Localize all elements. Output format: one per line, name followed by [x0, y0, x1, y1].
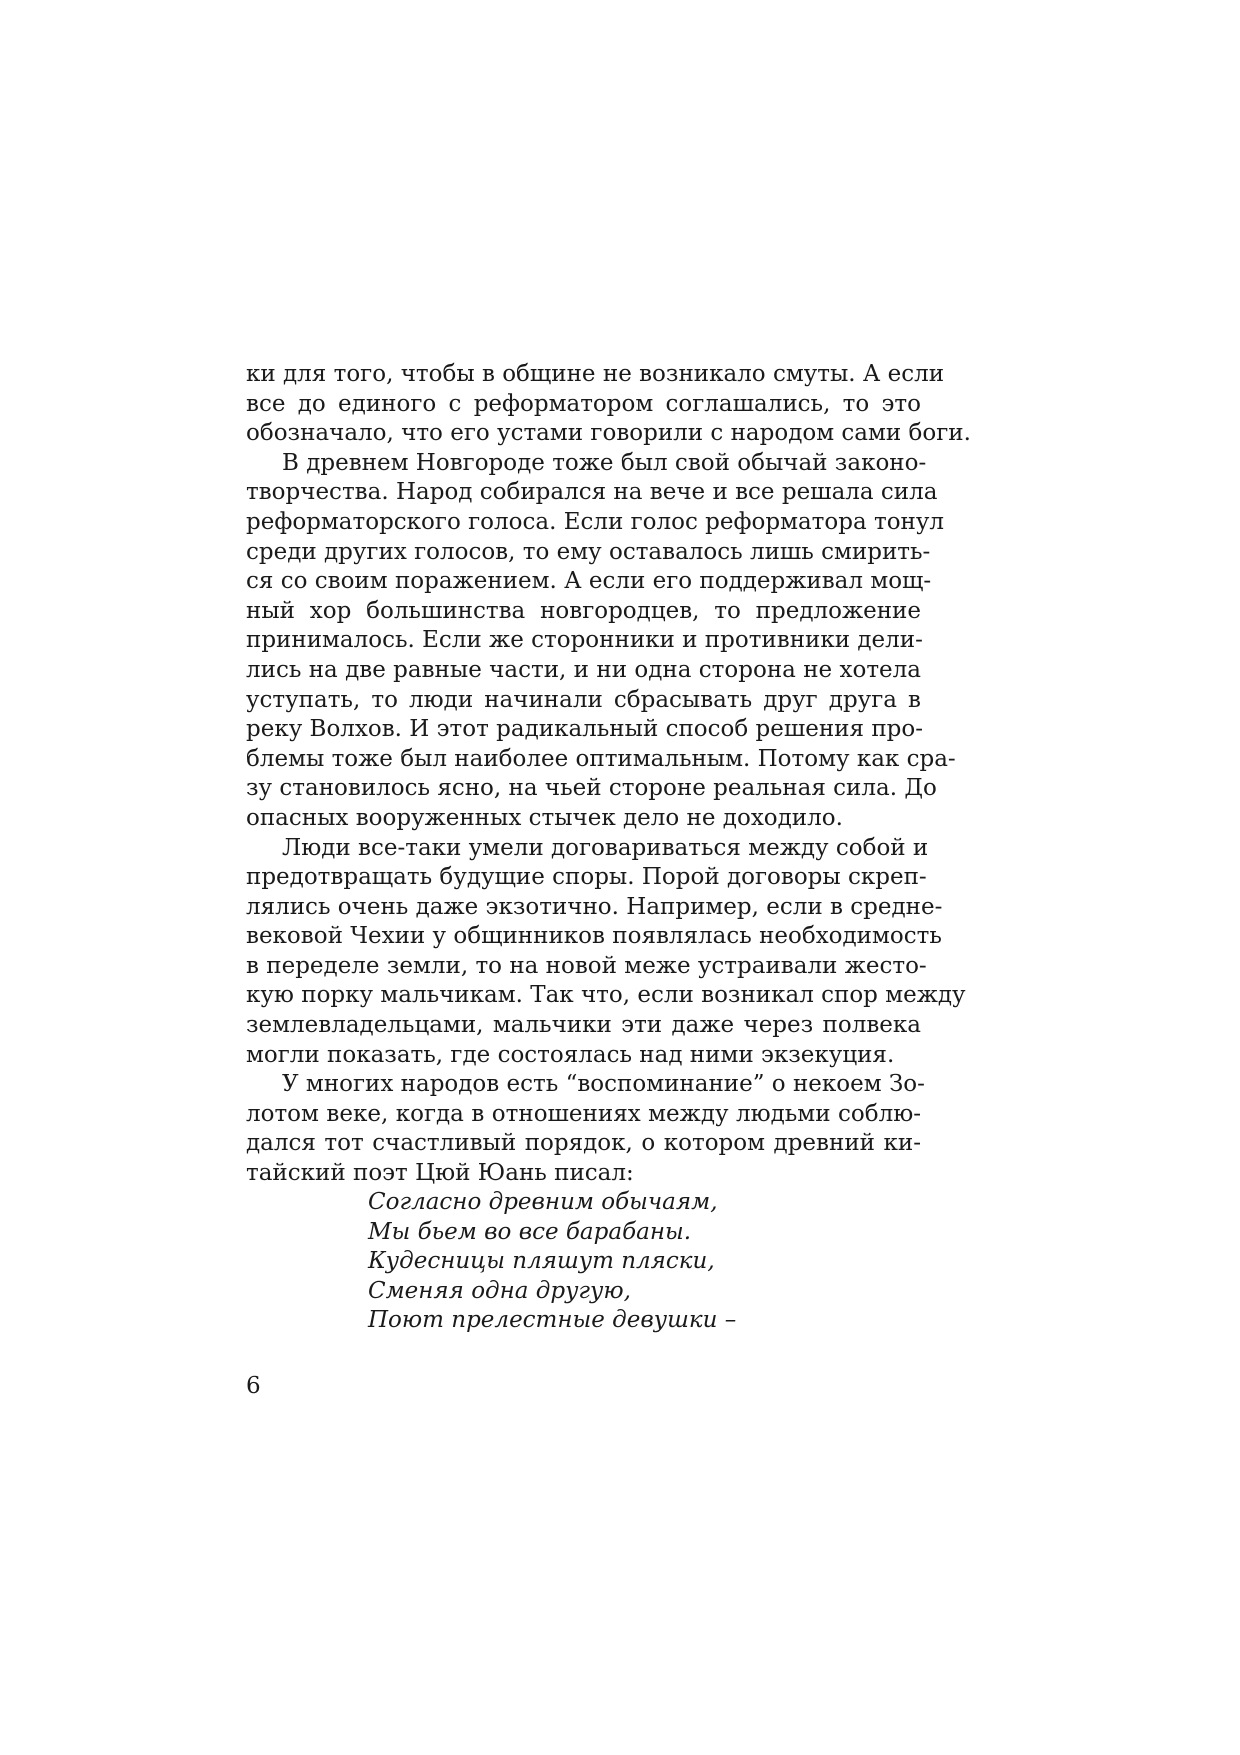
- paragraph: [246, 449, 956, 834]
- poem-line: Согласно древним обычаям,: [368, 1189, 718, 1215]
- text-line: лись на две равные части, и ни одна сторона не хотела: [246, 656, 921, 683]
- text-line: все до единого с реформатором соглашались, то это: [246, 390, 921, 417]
- text-line: лотом веке, когда в отношениях между людьми соблю-: [246, 1100, 921, 1127]
- text-line: вековой Чехии у общинников появлялась необходимость: [246, 923, 942, 950]
- paragraph: [246, 1070, 925, 1188]
- text-line: принималось. Если же сторонники и противники дели-: [246, 627, 923, 654]
- text-line: кую порку мальчикам. Так что, если возникал спор между: [246, 982, 966, 1009]
- text-line: творчества. Народ собирался на вече и все решала сила: [246, 479, 938, 506]
- paragraph: [246, 834, 966, 1071]
- text-line: тайский поэт Цюй Юань писал:: [246, 1160, 634, 1187]
- paragraph: [246, 360, 971, 449]
- text-line: реформаторского голоса. Если голос реформатора тонул: [246, 508, 945, 535]
- poem-line: Мы бьем во все барабаны.: [368, 1218, 692, 1245]
- poem-line: Кудесницы пляшут пляски,: [368, 1248, 715, 1275]
- text-line: обозначало, что его устами говорили с народом сами боги.: [246, 420, 971, 447]
- text-line: ся со своим поражением. А если его поддерживал мощ-: [246, 568, 932, 595]
- text-line: среди других голосов, то ему оставалось лишь смирить-: [246, 538, 931, 565]
- page-number: 6: [246, 1373, 261, 1399]
- text-line: лялись очень даже экзотично. Например, если в средне-: [246, 893, 943, 920]
- text-line: могли показать, где состоялась над ними экзекуция.: [246, 1041, 895, 1068]
- text-line: ки для того, чтобы в общине не возникало смуты. А если: [246, 361, 945, 387]
- text-line: землевладельцами, мальчики эти даже через полвека: [246, 1012, 921, 1039]
- poem-line: Поют прелестные девушки –: [368, 1307, 737, 1334]
- text-line: В древнем Новгороде тоже был свой обычай законо-: [282, 449, 927, 476]
- text-line: ный хор большинства новгородцев, то предложение: [246, 597, 921, 624]
- poem-quote: [368, 1188, 736, 1336]
- text-line: в переделе земли, то на новой меже устраивали жесто-: [246, 952, 927, 979]
- text-line: предотвращать будущие споры. Порой договоры скреп-: [246, 864, 927, 891]
- body-text: [246, 360, 971, 1189]
- text-line: блемы тоже был наиболее оптимальным. Потому как сра-: [246, 745, 956, 772]
- poem-line: Сменяя одна другую,: [368, 1277, 631, 1304]
- text-line: уступать, то люди начинали сбрасывать друг друга в: [246, 686, 921, 713]
- text-line: У многих народов есть “воспоминание” о некоем Зо-: [282, 1071, 925, 1098]
- text-line: реку Волхов. И этот радикальный способ решения про-: [246, 716, 924, 743]
- text-line: опасных вооруженных стычек дело не доходило.: [246, 804, 843, 831]
- text-line: дался тот счастливый порядок, о котором древний ки-: [246, 1130, 921, 1157]
- text-line: Люди все-таки умели договариваться между собой и: [282, 834, 929, 861]
- text-line: зу становилось ясно, на чьей стороне реальная сила. До: [246, 775, 937, 802]
